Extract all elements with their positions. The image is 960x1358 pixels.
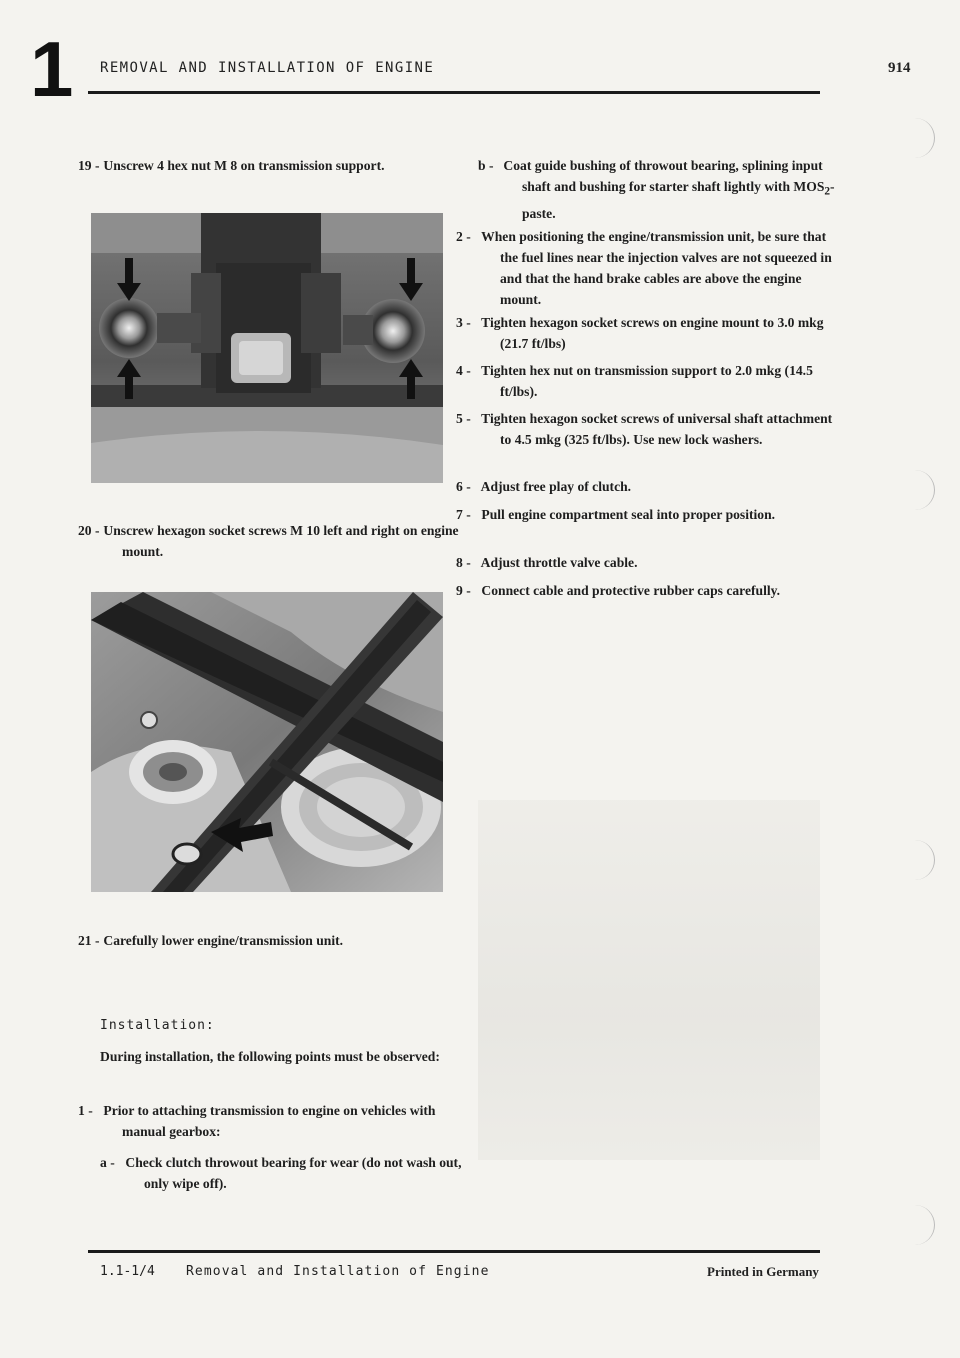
punch-hole bbox=[908, 118, 935, 158]
installation-heading: Installation: bbox=[100, 1018, 215, 1033]
punch-hole bbox=[908, 470, 935, 510]
subscript: 2 bbox=[824, 185, 831, 198]
faded-area bbox=[478, 800, 820, 1160]
step-21: 21 - Carefully lower engine/transmission unit. bbox=[78, 933, 344, 948]
step-text: Unscrew hexagon socket screws M 10 left and right on engine mount. bbox=[103, 523, 459, 559]
footer-rule bbox=[88, 1250, 820, 1253]
step-3: 3 - Tighten hexagon socket screws on engine mount to 3.0 mkg (21.7 ft/lbs) bbox=[456, 315, 824, 351]
step-text: When positioning the engine/transmission unit, be sure that the fuel lines near the injection valves are not squeezed in and that the hand brake cables are above the engine mount. bbox=[481, 229, 832, 307]
step-20: 20 - Unscrew hexagon socket screws M 10 left and right on engine mount. bbox=[78, 523, 459, 559]
header-model: 914 bbox=[888, 60, 911, 76]
transmission-support-illustration bbox=[91, 213, 443, 483]
step-text: Check clutch throwout bearing for wear (do not wash out, only wipe off). bbox=[125, 1155, 462, 1191]
step-text: Unscrew 4 hex nut M 8 on transmission support. bbox=[103, 158, 385, 173]
footer-page-code: 1.1-1/4 bbox=[100, 1264, 155, 1279]
footer-title: Removal and Installation of Engine bbox=[186, 1264, 490, 1279]
installation-intro: During installation, the following points must be observed: bbox=[100, 1049, 440, 1064]
step-5: 5 - Tighten hexagon socket screws of universal shaft attachment to 4.5 mkg (325 ft/lbs). Use new lock washers. bbox=[456, 411, 833, 447]
step-text: Coat guide bushing of throwout bearing, splining input shaft and bushing for starter shaft lightly with MOS bbox=[503, 158, 825, 194]
section-number: 1 bbox=[30, 25, 74, 113]
step-6: 6 - Adjust free play of clutch. bbox=[456, 479, 632, 494]
punch-hole bbox=[908, 840, 935, 880]
header-title: REMOVAL AND INSTALLATION OF ENGINE bbox=[100, 60, 435, 76]
footer-printed-note: Printed in Germany bbox=[707, 1264, 819, 1279]
engine-mount-illustration bbox=[91, 592, 443, 892]
step-1a: a - Check clutch throwout bearing for wear (do not wash out, only wipe off). bbox=[100, 1155, 462, 1191]
step-text: Prior to attaching transmission to engine on vehicles with manual gearbox: bbox=[103, 1103, 436, 1139]
step-9: 9 - Connect cable and protective rubber caps carefully. bbox=[456, 583, 781, 598]
punch-hole bbox=[908, 1205, 935, 1245]
step-8: 8 - Adjust throttle valve cable. bbox=[456, 555, 638, 570]
step-1b: b - Coat guide bushing of throwout bearing, splining input shaft and bushing for starter shaft lightly with $MOS_2$-paste. bbox=[478, 158, 835, 221]
step-19: 19 - Unscrew 4 hex nut M 8 on transmission support. bbox=[78, 158, 385, 173]
step-1: 1 - Prior to attaching transmission to engine on vehicles with manual gearbox: bbox=[78, 1103, 436, 1139]
step-2: 2 - When positioning the engine/transmission unit, be sure that the fuel lines near the injection valves are not squeezed in and that the hand brake cables are above the engine mount. bbox=[456, 229, 832, 307]
step-4: 4 - Tighten hex nut on transmission support to 2.0 mkg (14.5 ft/lbs). bbox=[456, 363, 813, 399]
step-text: Adjust free play of clutch. bbox=[480, 479, 632, 494]
step-text: Pull engine compartment seal into proper position. bbox=[481, 507, 776, 522]
step-text: Tighten hexagon socket screws of universal shaft attachment to 4.5 mkg (325 ft/lbs). Use new lock washers. bbox=[481, 411, 833, 447]
step-text: Connect cable and protective rubber caps carefully. bbox=[481, 583, 781, 598]
step-text: Tighten hexagon socket screws on engine mount to 3.0 mkg (21.7 ft/lbs) bbox=[481, 315, 824, 351]
step-7: 7 - Pull engine compartment seal into proper position. bbox=[456, 507, 776, 522]
transmission-support-photo bbox=[91, 213, 443, 483]
step-text: Carefully lower engine/transmission unit. bbox=[103, 933, 344, 948]
header-rule bbox=[88, 91, 820, 94]
step-text: Adjust throttle valve cable. bbox=[480, 555, 638, 570]
step-text-end: -paste. bbox=[522, 179, 835, 221]
step-text: Tighten hex nut on transmission support to 2.0 mkg (14.5 ft/lbs). bbox=[481, 363, 813, 399]
engine-mount-photo bbox=[91, 592, 443, 892]
